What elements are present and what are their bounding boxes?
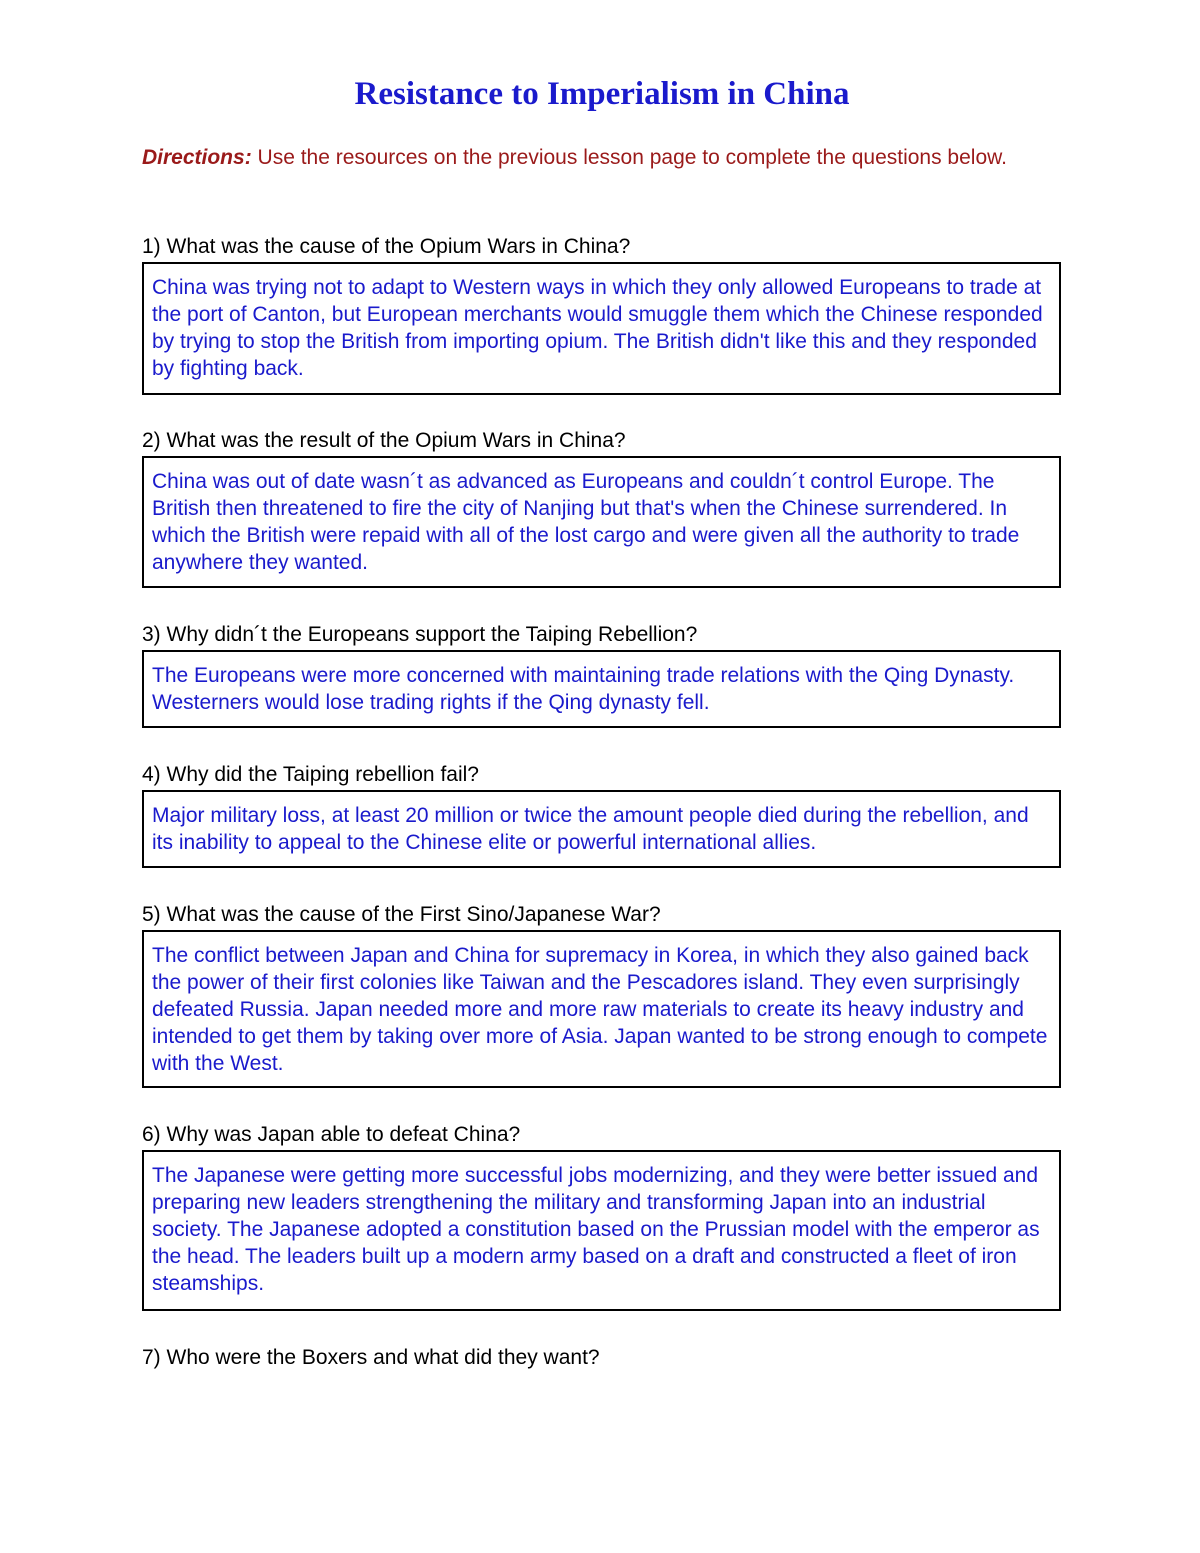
directions	[142, 142, 1062, 173]
answer-box-4: Major military loss, at least 20 million or twice the amount people died during the rebellion, and its inability to appeal to the Chinese elite or powerful international allies.	[142, 790, 1061, 868]
question-7: 7) Who were the Boxers and what did they want?	[142, 1346, 600, 1369]
question-3: 3) Why didn´t the Europeans support the Taiping Rebellion?	[142, 623, 698, 646]
answer-box-5: The conflict between Japan and China for supremacy in Korea, in which they also gained back the power of their first colonies like Taiwan and the Pescadores island. They even surprisingly defeated Russia. Japan needed more and more raw materials to create its heavy industry and intended to get them by taking over more of Asia. Japan wanted to be strong enough to compete with the West.	[142, 930, 1061, 1088]
answer-box-1: China was trying not to adapt to Western ways in which they only allowed Europeans to trade at the port of Canton, but European merchants would smuggle them which the Chinese responded by trying to stop the British from importing opium. The British didn't like this and they responded by fighting back.	[142, 262, 1061, 395]
directions-text: Use the resources on the previous lesson page to complete the questions below.	[251, 146, 1007, 169]
question-5: 5) What was the cause of the First Sino/Japanese War?	[142, 903, 661, 926]
question-2: 2) What was the result of the Opium Wars in China?	[142, 429, 626, 452]
question-1: 1) What was the cause of the Opium Wars in China?	[142, 235, 631, 258]
question-6: 6) Why was Japan able to defeat China?	[142, 1123, 521, 1146]
answer-box-6: The Japanese were getting more successful jobs modernizing, and they were better issued and preparing new leaders strengthening the military and transforming Japan into an industrial society. The Japanese adopted a constitution based on the Prussian model with the emperor as the head. The leaders built up a modern army based on a draft and constructed a fleet of iron steamships.	[142, 1150, 1061, 1311]
answer-box-2: China was out of date wasn´t as advanced as Europeans and couldn´t control Europe. The British then threatened to fire the city of Nanjing but that's when the Chinese surrendered. In which the British were repaid with all of the lost cargo and were given all the authority to trade anywhere they wanted.	[142, 456, 1061, 588]
question-4: 4) Why did the Taiping rebellion fail?	[142, 763, 479, 786]
answer-box-3: The Europeans were more concerned with maintaining trade relations with the Qing Dynasty. Westerners would lose trading rights if the Qing dynasty fell.	[142, 650, 1061, 728]
directions-label: Directions:	[142, 146, 252, 169]
page-title: Resistance to Imperialism in China	[354, 76, 850, 112]
